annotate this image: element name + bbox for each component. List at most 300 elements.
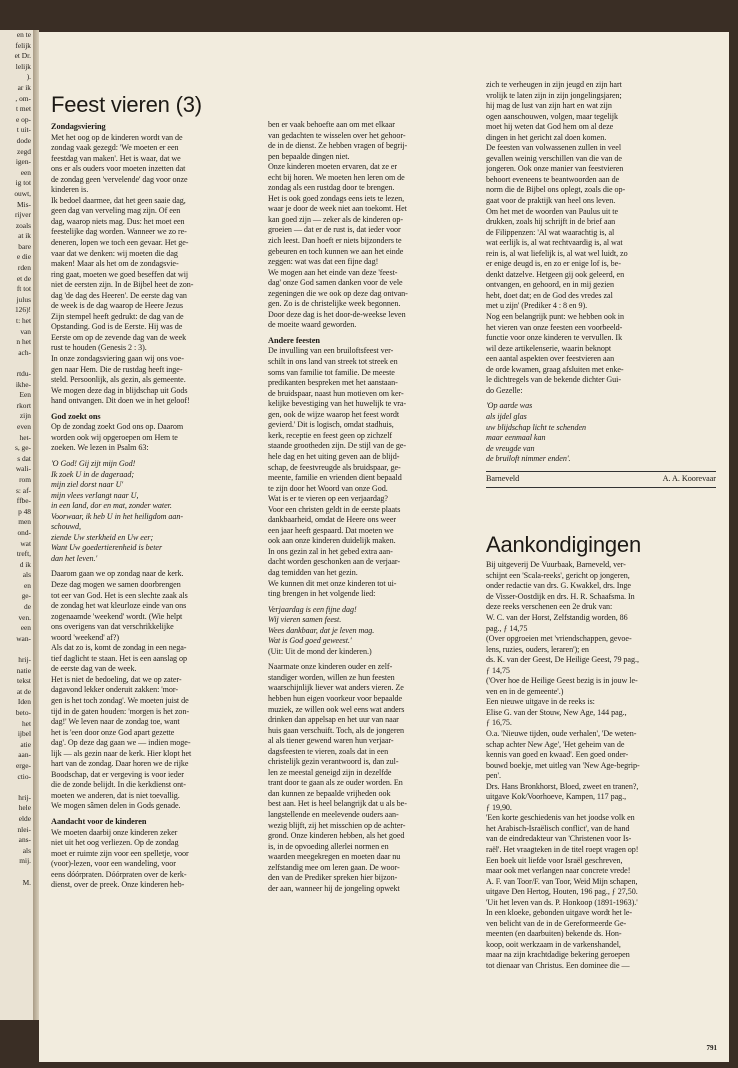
announcement-line: maar na zijn krachtdadige bekering geroepen (486, 950, 630, 960)
text-line: de bruidspaar, naast hun motieven om ker- (268, 388, 404, 398)
page-number: 791 (706, 1044, 717, 1052)
text-line: waarden meegekregen en moeten daar nu (268, 852, 401, 862)
text-line: moet er ruimte zijn voor een spelletje, voor (51, 848, 189, 858)
text-line: dingen in het gericht zal doen komen. (486, 132, 607, 142)
text-line: zogenaamde 'weekend' wordt. (Wie helpt (51, 611, 183, 621)
magazine-page (39, 32, 729, 1062)
text-line: ben er vaak behoefte aan om met elkaar (268, 120, 395, 129)
text-line: kerk, receptie en feest geen op zichzelf (268, 430, 393, 440)
text-line: Door deze dag is het door-de-weekse leven (268, 309, 406, 319)
quote-line: uw blijdschap licht te schenden (486, 422, 587, 432)
text-line: Deze dag mogen we samen doorbrengen (51, 579, 181, 589)
text-line: dag' onze God samen danken voor de vele (268, 278, 403, 288)
text-line: standiger worden, willen ze hun feesten (268, 672, 395, 682)
text-line: (Uit: Uit de mond der kinderen.) (268, 646, 372, 656)
text-line: Op de zondag zoekt God ons op. Daarom (51, 422, 184, 432)
text-line: schap, de feestvreugde als bruidspaar, ge- (268, 462, 401, 472)
previous-page-text-line: en (24, 580, 31, 590)
text-line: het is 'een door onze God apart gezette (51, 727, 175, 737)
text-line: dankbaarheid, omdat de Heere ons weer (268, 515, 397, 525)
previous-page-text-line (0, 644, 33, 655)
announcement-line: 'Uit het leven van ds. P. Honkoop (1891-1963).' (486, 897, 638, 907)
text-line: dienst, over de preek. Onze kinderen heb- (51, 880, 185, 890)
text-line: soms van familie tot familie. De meeste (268, 367, 395, 377)
text-line: christelijk gezin verantwoord is, dan zul- (268, 757, 399, 767)
article-column-1 (51, 92, 255, 891)
text-line: gaat voor de praktijk van heel ons leven. (486, 196, 616, 206)
text-line: dag'. Op deze dag gaan we — indien moge- (51, 738, 191, 748)
announcement-line: ven belicht van de in de Gereformeerde Ge- (486, 918, 627, 928)
section-heading: Aandacht voor de kinderen (51, 817, 147, 826)
text-line: zeggen: wat was dat een fijne dag! (268, 257, 379, 267)
text-line: is, in de opvoeding allerlei normen en (268, 841, 389, 851)
text-line: wat eerlijk is, al wat rechtvaardig is, al wat (486, 238, 623, 248)
announcement-line: ven en in de gemeente'.) (486, 686, 564, 696)
quote-line: Ik zoek U in de dageraad; (51, 469, 135, 479)
previous-page-text-line: Iden (17, 697, 31, 707)
announcement-line: deze reeks verschenen een 2e druk van: (486, 602, 613, 612)
text-line: norm die de Bijbel ons oplegt, zoals die op- (486, 185, 626, 195)
text-line: dag 'de dag des Heeren'. De eerste dag van (51, 290, 187, 300)
announcement-line: bouwd boekje, met uitleg van 'New Age-begrip- (486, 760, 640, 770)
previous-page-text-line: wat (20, 538, 31, 548)
text-line: wil deze artikelenserie, waarin beknopt (486, 343, 612, 353)
announcement-line: Elise G. van der Stouw, New Age, 144 pag., (486, 707, 627, 717)
text-line: van gedachten te wisselen over het gehoor- (268, 130, 406, 140)
text-line: een jaar heeft gespaard. Dat moeten we (268, 525, 394, 535)
previous-page-text-line: s dat (17, 453, 31, 463)
text-line: functie voor onze kinderen te vervullen. Ik (486, 333, 623, 343)
text-line: eens dóórpraten. Dóórpraten over de kerk- (51, 869, 187, 879)
quote-line: als ijdel glas (486, 411, 527, 421)
quote-line: Voorwaar, ik heb U in het heiligdom aan- (51, 511, 183, 521)
previous-page-text-line: treft, (16, 549, 31, 559)
previous-page-text-line: ans- (18, 835, 31, 845)
announcement-line: Bij uitgeverij De Vuurbaak, Barneveld, ver- (486, 560, 626, 570)
previous-page-text-line: rom (19, 474, 31, 484)
text-line: We mogen aan het einde van deze 'feest- (268, 267, 398, 277)
previous-page-text-line: julus (16, 294, 31, 304)
text-line: een aantal aspekten over feestvieren aan (486, 354, 615, 364)
text-line: rust te houden (Genesis 2 : 3). (51, 343, 147, 353)
previous-page-text-line: ge- (21, 591, 31, 601)
text-line: groeien — dat er de rust is, dat ieder voor (268, 225, 401, 235)
text-line: de week is de dag waarop de Heere Jezus (51, 301, 183, 311)
text-line: We moeten daarbij onze kinderen zeker (51, 827, 178, 837)
quote-line: ziende Uw sterkheid en Uw eer; (51, 532, 154, 542)
text-line: Boodschap, dat er vergeving is voor ieder (51, 769, 184, 779)
previous-page-text-line (0, 867, 33, 878)
announcement-line: uitgave Den Hertog, Houten, 196 pag., ƒ 27,50. (486, 887, 638, 897)
previous-page-text-line: ach- (18, 347, 31, 357)
announcement-line: van de eindredakteur van 'Christenen voor Is- (486, 834, 632, 844)
announcement-line: onder redactie van drs. G. Kwakkel, drs. Inge (486, 581, 631, 591)
previous-page-text-line (0, 782, 33, 793)
text-line: de zondag het wat kleurloze einde van ons (51, 601, 187, 611)
text-line: Als dat zo is, komt de zondag in een nega- (51, 643, 187, 653)
text-line: ring gaat, moeten we goed beseffen dat wij (51, 269, 189, 279)
section-heading: God zoekt ons (51, 411, 101, 421)
text-line: Onze kinderen moeten ervaren, dat ze er (268, 162, 398, 172)
announcement-line: (Over opgroeien met 'vriendschappen, gevoe- (486, 634, 632, 644)
previous-page-text-line: ond- (17, 527, 31, 537)
previous-page-text-line: rijver (14, 210, 31, 220)
article-column-2 (268, 120, 473, 894)
text-line: lijk — als gezin naar de kerk. Hier klopt het (51, 748, 192, 758)
text-line: al als tiener gewend waren hun verjaar- (268, 736, 394, 746)
previous-page-text-line: als (22, 570, 31, 580)
announcement-line: ('Over hoe de Heilige Geest bezig is in jouw le- (486, 676, 638, 686)
announcement-line: uitgave Kok/Voorhoeve, Kampen, 117 pag., (486, 792, 627, 802)
announcement-line: schijnt een 'Scala-reeks', gericht op jongeren, (486, 570, 630, 580)
announcement-line: tot dienaar van Christus. Een dominee die — (486, 961, 630, 971)
previous-page-text-line: ). (26, 72, 31, 82)
section-heading: Zondagsviering (51, 122, 106, 131)
previous-page-text-line: rden (17, 263, 31, 273)
quote-line: Verjaardag is een fijne dag! (268, 604, 357, 614)
text-line: gevierd.' Dit is logisch, omdat stadhuis, (268, 420, 394, 430)
text-line: dag, waarop niets mag. Dus: het moet een (51, 216, 185, 226)
announcement-line: ƒ 16,75. (486, 718, 512, 728)
previous-page-text-line: ijbel (17, 729, 31, 739)
previous-page-text-line: rkort (16, 400, 31, 410)
quote-line: maar eenmaal kan (486, 433, 546, 443)
announcement-line: meenten (en daarbuiten) bekende ds. Hon- (486, 929, 622, 939)
previous-page-text-line: ffbe- (16, 496, 31, 506)
previous-page-text-line: at ik (18, 231, 31, 241)
previous-page-text-line: e op- (16, 114, 31, 124)
text-line: maken! Maar als het om de zondagsvie- (51, 259, 179, 269)
text-line: de in de dienst. Ze hebben vragen of begrij- (268, 141, 408, 151)
announcement-line: Een boek uit liefde voor Israël geschreven, (486, 855, 623, 865)
text-line: meente, familie en vrienden dient bepaald (268, 473, 402, 483)
text-line: gen, ook de wijze waarop het feest wordt (268, 409, 400, 419)
quote-line: Want Uw goedertierenheid is beter (51, 543, 163, 553)
previous-page-text-line: ikhe- (15, 379, 31, 389)
text-line: best aan. Het is heel belangrijk dat u als be- (268, 799, 407, 809)
text-line: ook aan onze kinderen duidelijk maken. (268, 536, 396, 546)
text-line: niet de eersten zijn. In de Bijbel heet de zon- (51, 280, 194, 290)
text-line: zondag als een rustdag door te brengen. (268, 183, 395, 193)
announcement-line: raël'. Het vraagteken in de titel roept vragen op! (486, 845, 639, 854)
text-line: die de zonde belijdt. In die kerkdienst ont- (51, 780, 186, 790)
text-line: Om het met de woorden van Paulus uit te (486, 206, 619, 216)
text-line: Met het oog op de kinderen wordt van de (51, 132, 183, 142)
text-line: In onze zondagsviering gaan wij ons voe- (51, 354, 184, 364)
previous-page-text-line: bare (18, 241, 31, 251)
previous-page-text-line: het (21, 718, 31, 728)
text-line: schilt in ons land van streek tot streek en (268, 357, 398, 367)
announcement-line: pen'. (486, 771, 501, 781)
text-line: gen is het toch zondag'. We moeten juist de (51, 695, 189, 705)
previous-page-text-line: et de (16, 273, 31, 283)
previous-page-text-line: ctio- (17, 771, 31, 781)
announcements-title: Aankondigingen (486, 532, 642, 558)
announcement-line: Een nieuwe uitgave in de reeks is: (486, 697, 595, 707)
text-line: gebeuren en toch kunnen we aan het einde (268, 246, 404, 256)
text-line: Zijn stempel heeft gedrukt: de dag van de (51, 311, 184, 321)
text-line: We mogen deze dag in blijdschap uit Gods (51, 385, 188, 395)
previous-page-text-line: als (22, 845, 31, 855)
text-line: Het is niet de bedoeling, dat we op zater- (51, 674, 182, 684)
text-line: hart van de zondag. Daar horen we de rijke (51, 759, 189, 769)
text-line: hand ontvangen. Dit doen we in het geloof! (51, 396, 190, 406)
text-line: Naarmate onze kinderen ouder en zelf- (268, 662, 393, 672)
text-line: moet hij weten dat God hem om al deze (486, 122, 614, 132)
announcement-line: 'Een korte geschiedenis van het joodse volk en (486, 813, 635, 823)
text-line: hebben hun eigen voorkeur voor bepaalde (268, 693, 403, 703)
announcement-line: het Arabisch-Israëlisch conflict', van de hand (486, 823, 630, 833)
previous-page-text-line: Mis- (17, 199, 31, 209)
previous-page-text-line: , om- (15, 93, 31, 103)
text-line: ons overigens van dat verschrikkelijke (51, 622, 174, 632)
text-line: dag!' We leven naar de zondag toe, want (51, 717, 180, 727)
text-line: trant door te gaan als ze ouder worden. En (268, 778, 403, 788)
quote-line: 'O God! Gij zijt mijn God! (51, 458, 136, 468)
text-line: kinderen is. (51, 185, 89, 195)
announcement-line: W. C. van der Horst, Zelfstandig worden, 86 (486, 612, 628, 622)
previous-page-edge (0, 30, 33, 1020)
previous-page-text-line: s: af- (16, 485, 31, 495)
previous-page-text-line: nlei- (17, 824, 31, 834)
text-line: niet uit het oog verliezen. Op de zondag (51, 838, 179, 848)
announcement-line: In een kloeke, gebonden uitgave wordt het le- (486, 908, 633, 918)
quote-line: dan het leven.' (51, 553, 98, 563)
announcement-line: kennis van goed en kwaad'. Een goed onder- (486, 750, 629, 760)
quote-line: schouwd, (51, 522, 81, 532)
announcement-line: ds. K. van der Geest, De Heilige Geest, 79 pag., (486, 655, 639, 665)
text-line: tot eer van God. Het is een slechte zaak als (51, 590, 188, 600)
text-line: grond. Onze kinderen hebben, als het goed (268, 831, 405, 841)
text-line: Nog een belangrijk punt: we hebben ook in (486, 312, 624, 322)
announcement-line: ƒ 19,90. (486, 802, 512, 812)
text-line: Opstanding. God is de Eerste. Hij was de (51, 322, 183, 332)
text-line: ogen aanschouwen, volgen, maar tegelijk (486, 111, 619, 121)
announcement-line: Drs. Hans Bronkhorst, Bloed, zweet en tranen?, (486, 781, 639, 791)
section-heading: Andere feesten (268, 335, 320, 345)
previous-page-text-line: ouwt, (14, 188, 31, 198)
previous-page-text-line: Een (19, 390, 31, 400)
previous-page-text-line: at de (16, 686, 31, 696)
text-line: hele dag en het uiting geven aan de blijd- (268, 451, 400, 461)
previous-page-text-line: de (24, 602, 31, 612)
previous-page-text-line: tekst (17, 676, 31, 686)
text-line: echt bij horen. We moeten hen leren om de (268, 172, 405, 182)
text-line: do Gezelle: (486, 385, 523, 395)
signature (486, 474, 716, 485)
previous-page-text-line: M. (22, 877, 31, 887)
text-line: tijd in de gaten houden: 'morgen is het zon- (51, 706, 190, 716)
previous-page-text-line: elde (18, 813, 31, 823)
text-line: We mogen sâmen delen in Gods genade. (51, 801, 181, 811)
text-line: staande grootheden zijn. De stijl van de ge- (268, 441, 407, 451)
previous-page-text-line: ar ik (17, 82, 31, 92)
text-line: zegeningen die we ook op deze dag ontvan- (268, 288, 408, 298)
text-line: ons er als ouders voor moeten inzetten dat (51, 164, 186, 174)
previous-page-text-line: even (17, 421, 31, 431)
text-line: de Filippenzen: 'Al wat waarachtig is, al (486, 227, 615, 237)
announcement-line: koop, ooit werkzaam in de varkenshandel, (486, 939, 621, 949)
previous-page-text-line: ven. (18, 612, 31, 622)
text-line: met u zijn' (Prediker 4 : 8 en 9). (486, 301, 588, 311)
quote-line: Wees dankbaar, dat je leven mag. (268, 625, 375, 635)
previous-page-text-line: beto- (15, 708, 31, 717)
text-line: kan goed zijn — zeker als de kinderen op- (268, 214, 404, 224)
announcement-line: de Visser-Oostdijk en drs. H. R. Schaafsma. In (486, 591, 635, 601)
previous-page-text-line: ig tot (15, 178, 31, 188)
text-line: ontvangen, en gehoord, en in mij gezien (486, 280, 614, 290)
text-line: gevallen weinig verschillen van die van de (486, 153, 622, 163)
text-line: gen naar Hem. Die de rustdag heeft inge- (51, 364, 183, 374)
text-line: rein is, al wat liefelijk is, al wat wel luidt, zo (486, 248, 628, 258)
text-line: waarschijnlijk liever wat anders vieren. Ze (268, 683, 404, 693)
text-line: kelijke bevestiging van het huwelijk te vra- (268, 399, 407, 409)
text-line: zich te verheugen in zijn jeugd en zijn hart (486, 80, 622, 89)
previous-page-text-line: het- (19, 432, 31, 442)
text-line: vaar dat we denken: wij moeten die dag (51, 248, 178, 258)
text-line: zich leest. Dan hoeft er niets bijzonders te (268, 236, 402, 246)
previous-page-text-line: wan- (16, 633, 31, 643)
text-line: De feesten van volwassenen zullen in veel (486, 143, 622, 153)
text-line: tief daglicht te staan. Het is een aanslag op (51, 653, 187, 663)
quote-line: 'Op aarde was (486, 401, 533, 411)
text-line: hebt, doet dat; en de God des vredes zal (486, 290, 613, 300)
text-line: Het is ook goed zondags eens iets te lezen, (268, 193, 405, 203)
previous-page-text-line: hrij- (18, 792, 31, 802)
previous-page-text-line: men (18, 517, 31, 527)
text-line: Daarom gaan we op zondag naar de kerk. (51, 569, 184, 579)
previous-page-text-line: ft tot (16, 284, 31, 294)
text-line: le dichtregels van de bekende dichter Gui- (486, 375, 621, 385)
previous-page-text-line: erge- (15, 760, 31, 770)
signature-rule-bottom (486, 487, 716, 488)
previous-page-text-line: igen- (15, 157, 31, 167)
previous-page-text-line: t met (16, 104, 31, 114)
text-line: woord 'weekend' af?) (51, 632, 119, 642)
text-line: Eerste om op de zevende dag van de week (51, 332, 187, 342)
previous-page-text-line: lelijk (15, 61, 31, 71)
text-line: dan kunnen ze bepaalde vrijheden ook (268, 788, 391, 798)
previous-page-text-line: zoals (15, 220, 31, 230)
text-line: het vieren van onze feesten een voorbeeld- (486, 322, 623, 332)
text-line: de orde kwamen, graag afsluiten met enke- (486, 364, 624, 374)
previous-page-text-line: mij. (19, 856, 31, 866)
text-line: den van de Prediker spreken hier bijzon- (268, 873, 398, 883)
previous-page-text-line: aan- (18, 750, 31, 760)
text-line: De invulling van een bruiloftsfeest ver- (268, 346, 394, 356)
previous-page-text-line: natie (16, 665, 31, 675)
previous-page-text-line: wali- (15, 464, 31, 474)
text-line: (voor)-lezen, voor een wandeling, voor (51, 859, 176, 869)
announcement-line: schap achter New Age', 'Het geheim van de (486, 739, 625, 749)
text-line: drukken, zoals hij schrijft in de brief aan (486, 217, 616, 227)
text-line: zoeken. We lezen in Psalm 63: (51, 443, 149, 453)
previous-page-text-line: d ik (19, 559, 31, 569)
announcement-line: ƒ 14,75 (486, 665, 510, 675)
text-line: denkt datzelve. Hetgeen gij ook geleerd, en (486, 269, 625, 279)
text-line: dagsfeesten te vieren, zoals dat in een (268, 746, 389, 756)
announcement-line: O.a. 'Nieuwe tijden, oude verhalen', 'De weten- (486, 728, 637, 738)
quote-line: Wat is God goed geweest.' (268, 636, 352, 646)
text-line: vrolijk te laten zijn in zijn jongelingsjaren; (486, 90, 622, 100)
previous-page-text-line: dode (16, 135, 31, 145)
previous-page-text-line: een (20, 167, 31, 177)
text-line: de moeite waard geworden. (268, 320, 357, 330)
article-column-3 (486, 80, 716, 972)
text-line: Voor een christen geldt in de eerste plaats (268, 504, 401, 514)
text-line: len ze meestal geneigd zijn in dezelfde (268, 767, 392, 777)
announcement-line: maar ook met verlangen naar concrete vrede! (486, 866, 631, 876)
text-line: muziek, ze willen ook wel eens wat anders (268, 704, 405, 714)
previous-page-text-line: zijn (19, 411, 31, 421)
text-line: dagavond lekker onderuit zakken: 'mor- (51, 685, 179, 695)
text-line: We kunnen dit met onze kinderen tot ui- (268, 578, 397, 588)
text-line: ting brengen in het volgende lied: (268, 589, 376, 599)
text-line: steld. Persoonlijk, als gezin, als gemeente. (51, 375, 186, 385)
previous-page-text-line: felijk (15, 40, 31, 50)
text-line: te zijn door het Woord van onze God. (268, 483, 388, 493)
announcement-line: lens, ruzies, ouders, leraren'); en (486, 644, 589, 654)
quote-line: Wij vieren samen feest. (268, 615, 342, 625)
previous-page-text-line: et Dr. (14, 51, 31, 61)
previous-page-text-line: rtdu- (16, 369, 31, 378)
quote-line: de bruiloft nimmer enden'. (486, 454, 571, 464)
text-line: wezig blijft, zij het misschien op de achter- (268, 820, 406, 830)
text-line: In ons gezin zal in het gebed extra aan- (268, 546, 393, 556)
text-line: Ik bedoel daarmee, dat het geen saaie dag, (51, 195, 186, 205)
text-line: gen. Zo is de christelijke week begonnen. (268, 299, 401, 309)
announcement-line: pag., ƒ 14,75 (486, 623, 528, 633)
text-line: hij mag de lust van zijn hart en wat zijn (486, 101, 612, 111)
text-line: jongeren. Ook onze manier van feestvieren (486, 164, 624, 174)
text-line: de zondag geen 'vervelende' dag voor onze (51, 174, 188, 184)
text-line: predikanten bespreken met het aanstaan- (268, 378, 398, 388)
quote-line: in een land, dor en mat, zonder water. (51, 501, 172, 511)
quote-line: mijn ziel dorst naar U' (51, 480, 124, 490)
announcement-line: A. F. van Toor/F. van Toor, Weid Mijn schapen, (486, 876, 638, 886)
signature-author: A. A. Koorevaar (662, 473, 716, 483)
text-line: worden ook wij opgeroepen om Hem te (51, 432, 178, 442)
text-line: dacht worden geschonken aan de verjaar- (268, 557, 401, 567)
text-line: er enige deugd is, en zo er enige lof is, be- (486, 259, 621, 269)
text-line: behoort eveneens te beantwoorden aan de (486, 174, 620, 184)
text-line: zelfstandig mee om leren gaan. De woor- (268, 862, 400, 872)
text-line: huis gaan verschuift. Toch, als de jongeren (268, 725, 405, 735)
quote-line: mijn vlees verlangt naar U, (51, 490, 139, 500)
text-line: Wat is er te vieren op een verjaardag? (268, 494, 388, 504)
text-line: drinken dan appelsap en het uur van naar (268, 715, 399, 725)
previous-page-text-line: hele (18, 803, 31, 813)
previous-page-text-line: p 48 (18, 506, 31, 516)
article-title: Feest vieren (3) (51, 92, 202, 117)
previous-page-text-line: t: het (16, 316, 31, 326)
previous-page-text-line: hrij- (18, 655, 31, 665)
previous-page-text-line: en te (16, 30, 31, 39)
previous-page-text-line (0, 358, 33, 369)
signature-rule (486, 471, 716, 472)
text-line: dag temidden van het gezin. (268, 567, 358, 577)
previous-page-text-line: van (20, 326, 31, 336)
text-line: moeten we anderen, dat is niet toevallig. (51, 790, 180, 800)
previous-page-text-line: een (20, 623, 31, 633)
quote-line: de vreugde van (486, 443, 535, 453)
text-line: zondag vaak gezegd: 'We moeten er een (51, 143, 179, 153)
previous-page-text-line: n het (16, 337, 31, 347)
previous-page-text-line: s, ge- (14, 443, 31, 453)
text-line: feestdag van maken'. Het is waar, dat we (51, 153, 181, 163)
text-line: langstellende en meelevende ouders aan- (268, 810, 399, 819)
previous-page-text-line: t uit- (16, 125, 31, 135)
